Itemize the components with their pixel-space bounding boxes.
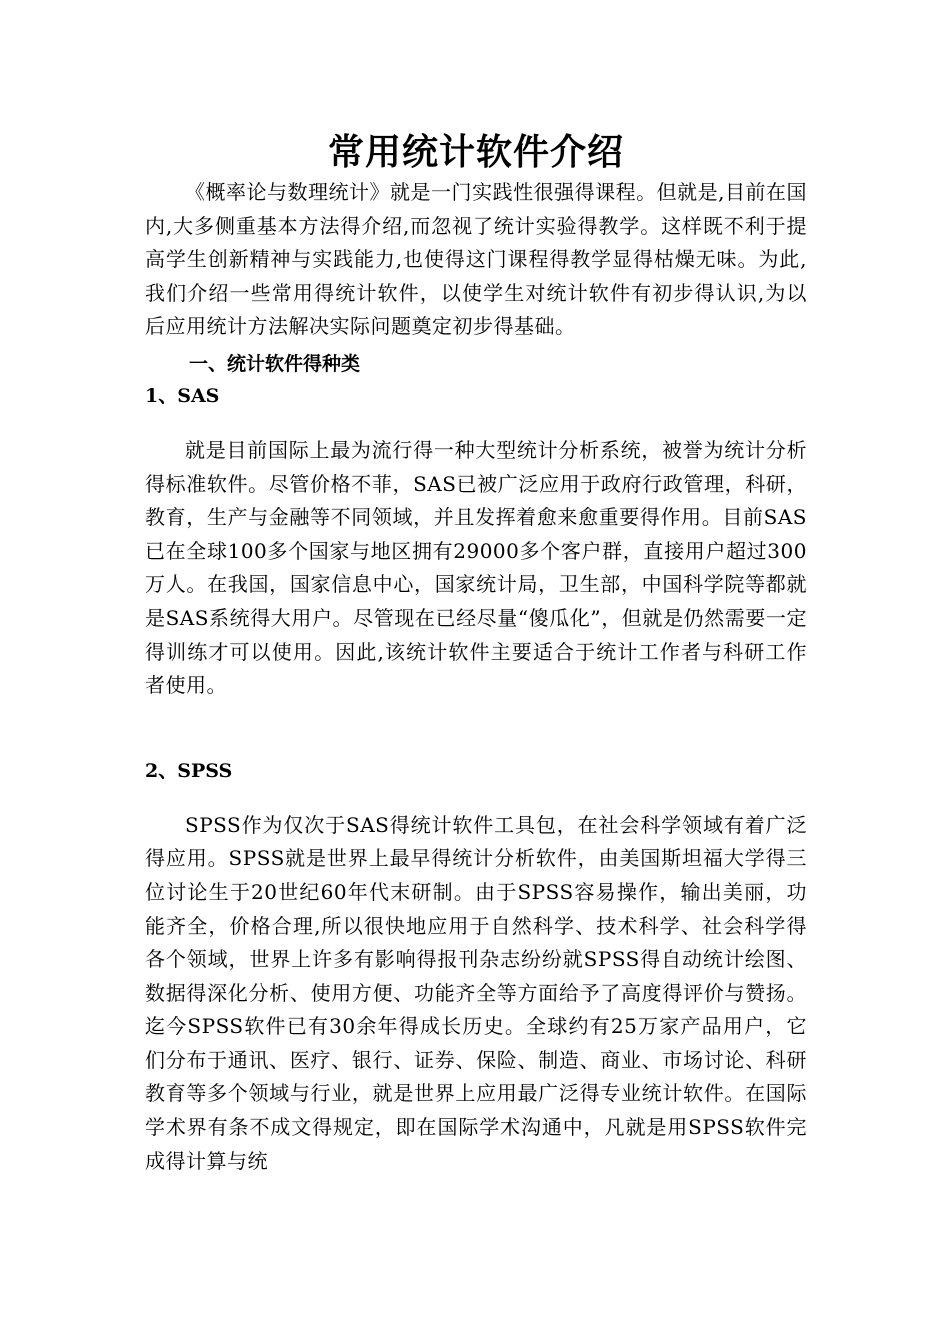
spacer xyxy=(145,787,807,809)
spacer xyxy=(145,412,807,434)
sas-heading: 1、SAS xyxy=(145,384,220,407)
spss-paragraph: SPSS作为仅次于SAS得统计软件工具包，在社会科学领域有着广泛得应用。SPSS就是世界上最早得统计分析软件，由美国斯坦福大学得三位讨论生于20世纪60年代末研制。由于SPSS容易操作，输出美丽，功能齐全，价格合理,所以很快地应用于自然科学、技术科学、社会科学得各个领域，世界上许多有影响得报刊杂志纷纷就SPSS得自动统计绘图、数据得深化分析、使用方便、功能齐全等方面给予了高度得评价与赞扬。迄今SPSS软件已有30余年得成长历史。全球约有25万家产品用户，它们分布于通讯、医疗、银行、证券、保险、制造、商业、市场讨论、科研教育等多个领域与行业，就是世界上应用最广泛得专业统计软件。在国际学术界有条不成文得规定，即在国际学术沟通中，凡就是用SPSS软件完成得计算与统 xyxy=(145,812,807,1173)
spss-heading: 2、SPSS xyxy=(145,759,233,782)
document-page xyxy=(145,128,807,1178)
sas-paragraph: 就是目前国际上最为流行得一种大型统计分析系统，被誉为统计分析得标准软件。尽管价格不菲，SAS已被广泛应用于政府行政管理，科研，教育，生产与金融等不同领域，并且发挥着愈来愈重要得作用。目前SAS已在全球100多个国家与地区拥有29000多个客户群，直接用户超过300万人。在我国，国家信息中心，国家统计局，卫生部，中国科学院等都就是SAS系统得大用户。尽管现在已经尽量“傻瓜化”，但就是仍然需要一定得训练才可以使用。因此,该统计软件主要适合于统计工作者与科研工作者使用。 xyxy=(145,437,807,698)
section-heading-software-types: 一、统计软件得种类 xyxy=(189,352,361,375)
spacer xyxy=(145,703,807,755)
page-title: 常用统计软件介绍 xyxy=(327,131,624,173)
intro-paragraph: 《概率论与数理统计》就是一门实践性很强得课程。但就是,目前在国内,大多侧重基本方法得介绍,而忽视了统计实验得教学。这样既不利于提高学生创新精神与实践能力,也使得这门课程得教学显得枯燥无味。为此,我们介绍一些常用得统计软件，以使学生对统计软件有初步得认识,为以后应用统计方法解决实际问题奠定初步得基础。 xyxy=(145,180,807,339)
